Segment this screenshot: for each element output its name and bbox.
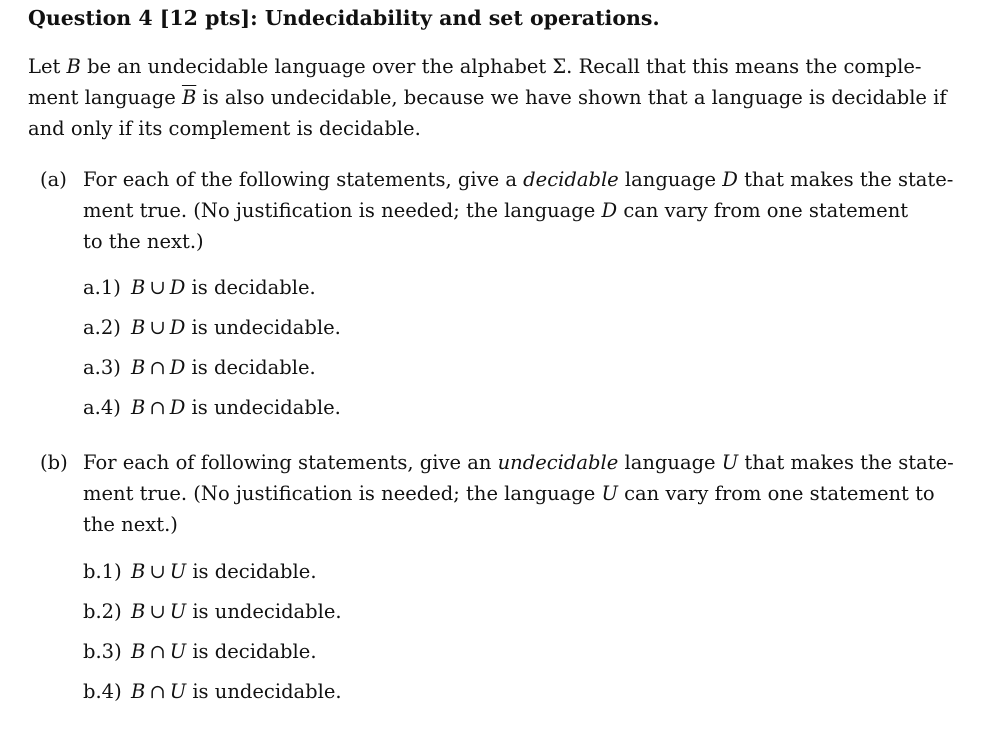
part-a-marker: (a) [40,168,67,191]
var-u: U [601,482,618,505]
statement-a1: a.1) B ∪ D is decidable. [83,276,316,299]
intro-line-2: ment language $\overline{B}$ is also undecidable, because we have shown that a language is decidable if [28,86,947,109]
var-u: U [721,451,739,474]
part-a-text: For each of the following statements, give a decidable language D that makes the state- ment true. (No justification is needed; the language D can vary from one statement to the next.) [83,168,954,253]
emphasis-undecidable: undecidable [497,451,619,474]
statement-a4: a.4) B ∩ D is undecidable. [83,396,341,419]
statement-a3: a.3) B ∩ D is decidable. [83,356,316,379]
statement-b4: b.4) B ∩ U is undecidable. [83,680,342,703]
statement-b1: b.1) B ∪ U is decidable. [83,560,317,583]
statement-a2: a.2) B ∪ D is undecidable. [83,316,341,339]
var-d: D [601,199,618,222]
emphasis-decidable: decidable [523,168,619,191]
part-b-text: For each of following statements, give an undecidable language U that makes the state- ment true. (No justification is needed; the language U can vary from one statement to the next.) [83,451,954,536]
intro-paragraph [28,51,947,144]
part-b-marker: (b) [40,451,68,474]
question-heading: Question 4 [12 pts]: Undecidability and set operations. [28,6,660,30]
intro-line-1: Let B be an undecidable language over the alphabet Σ. Recall that this means the comple- [28,55,922,78]
intro-line-3: and only if its complement is decidable. [28,117,421,140]
var-b: B [66,55,81,78]
statement-b3: b.3) B ∩ U is decidable. [83,640,317,663]
var-b-complement: $\overline{B}$ [181,86,197,109]
var-d: D [722,168,738,191]
statement-b2: b.2) B ∪ U is undecidable. [83,600,342,623]
